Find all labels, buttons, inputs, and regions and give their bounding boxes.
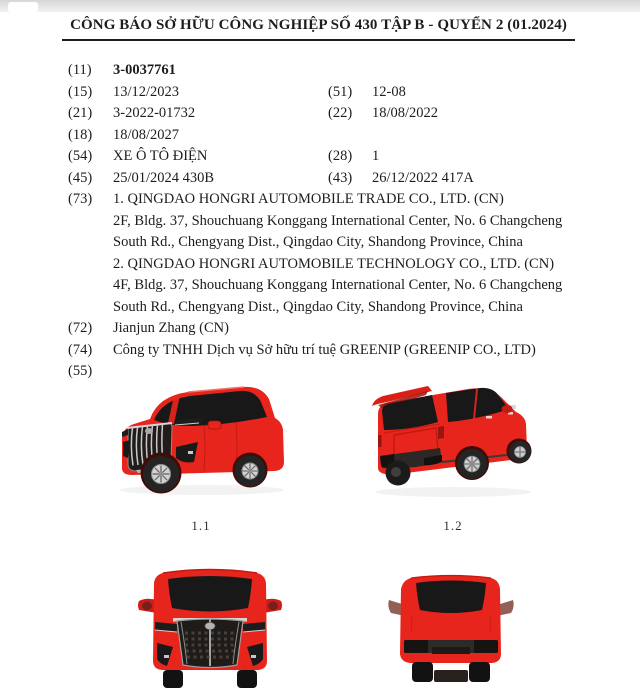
filing-date: 18/08/2022 [372, 105, 439, 121]
rear-bumper [404, 640, 498, 654]
design-title: XE Ô TÔ ĐIỆN [113, 148, 208, 164]
page-title: CÔNG BÁO SỞ HỮU CÔNG NGHIỆP SỐ 430 TẬP B - QUYỂN 2 (01.2024) [62, 17, 575, 41]
application-number: 3-2022-01732 [113, 105, 196, 121]
registration-number: 3-0037761 [113, 62, 176, 78]
biblio-row [68, 146, 585, 168]
rear-wheel [233, 453, 268, 488]
biblio-row-holders [68, 189, 585, 318]
inid-code-55: (55) [68, 363, 93, 379]
design-figure-1-2 [368, 378, 538, 500]
figure-1-2-image [368, 378, 538, 500]
design-figure-rear-view [388, 570, 514, 696]
inid-code-72: (72) [68, 320, 93, 336]
car-grille [177, 619, 243, 668]
figure-rear-view-image [388, 570, 514, 696]
holder-1-address: 2F, Bldg. 37, Shouchuang Konggang International Center, No. 6 Changcheng South Rd., Chengyang Dist., Qingdao City, Shandong Province, China [113, 212, 563, 250]
page-top-notch [8, 2, 38, 12]
inid-code-15: (15) [68, 83, 93, 100]
brand-emblem [145, 428, 153, 434]
grant-date: 13/12/2023 [113, 83, 180, 100]
agent-name: Công ty TNHH Dịch vụ Sở hữu trí tuệ GREENIP (GREENIP CO., LTD) [113, 341, 536, 358]
application-publication: 26/12/2022 417A [372, 169, 474, 186]
rear-window [416, 581, 486, 614]
holder-2-name: 2. QINGDAO HONGRI AUTOMOBILE TECHNOLOGY CO., LTD. (CN) [113, 255, 555, 272]
holder-2-address: 4F, Bldg. 37, Shouchuang Konggang International Center, No. 6 Changcheng South Rd., Chengyang Dist., Qingdao City, Shandong Province, China [113, 277, 563, 315]
inid-code-43: (43) [328, 169, 353, 186]
inid-code-21: (21) [68, 105, 93, 121]
design-figure-1-1 [112, 376, 290, 502]
biblio-row [68, 318, 585, 340]
biblio-row [68, 60, 585, 82]
inid-code-54: (54) [68, 148, 93, 164]
biblio-row [68, 82, 585, 104]
holder-1-name: 1. QINGDAO HONGRI AUTOMOBILE TRADE CO., LTD. (CN) [113, 191, 504, 207]
rear-right-wheel [455, 446, 489, 480]
holders-block [113, 189, 585, 318]
inid-code-45: (45) [68, 169, 93, 186]
locarno-class: 12-08 [372, 83, 406, 100]
ground-shadow [120, 485, 284, 495]
figure-1-1-image [112, 376, 290, 502]
biblio-row [68, 103, 585, 125]
side-mirror [208, 421, 221, 429]
front-wheel [141, 453, 182, 494]
author-name: Jianjun Zhang (CN) [113, 320, 229, 336]
inid-code-74: (74) [68, 341, 93, 358]
figure-front-view-image [137, 563, 283, 696]
biblio-row [68, 168, 585, 190]
figure-label-1-2: 1.2 [443, 518, 463, 533]
grant-publication: 25/01/2024 430B [113, 169, 215, 186]
bibliographic-data [68, 60, 585, 383]
ground-shadow [375, 487, 531, 497]
front-tires [163, 670, 257, 688]
inid-code-28: (28) [328, 148, 353, 164]
expiry-date: 18/08/2027 [113, 126, 180, 143]
brand-emblem [205, 623, 215, 630]
inid-code-11: (11) [68, 62, 92, 78]
inid-code-73: (73) [68, 191, 93, 207]
windshield [168, 576, 252, 612]
page-top-edge [0, 0, 640, 12]
number-of-designs: 1 [372, 148, 380, 164]
design-figure-front-view [137, 563, 283, 696]
biblio-row [68, 340, 585, 362]
rear-tires [412, 662, 490, 682]
front-right-wheel [507, 439, 532, 464]
rear-diffuser [434, 670, 468, 682]
inid-code-51: (51) [328, 83, 353, 100]
inid-code-18: (18) [68, 126, 93, 143]
inid-code-22: (22) [328, 105, 353, 121]
biblio-row [68, 125, 585, 147]
figure-label-1-1: 1.1 [191, 518, 211, 533]
rear-left-wheel [386, 461, 411, 486]
